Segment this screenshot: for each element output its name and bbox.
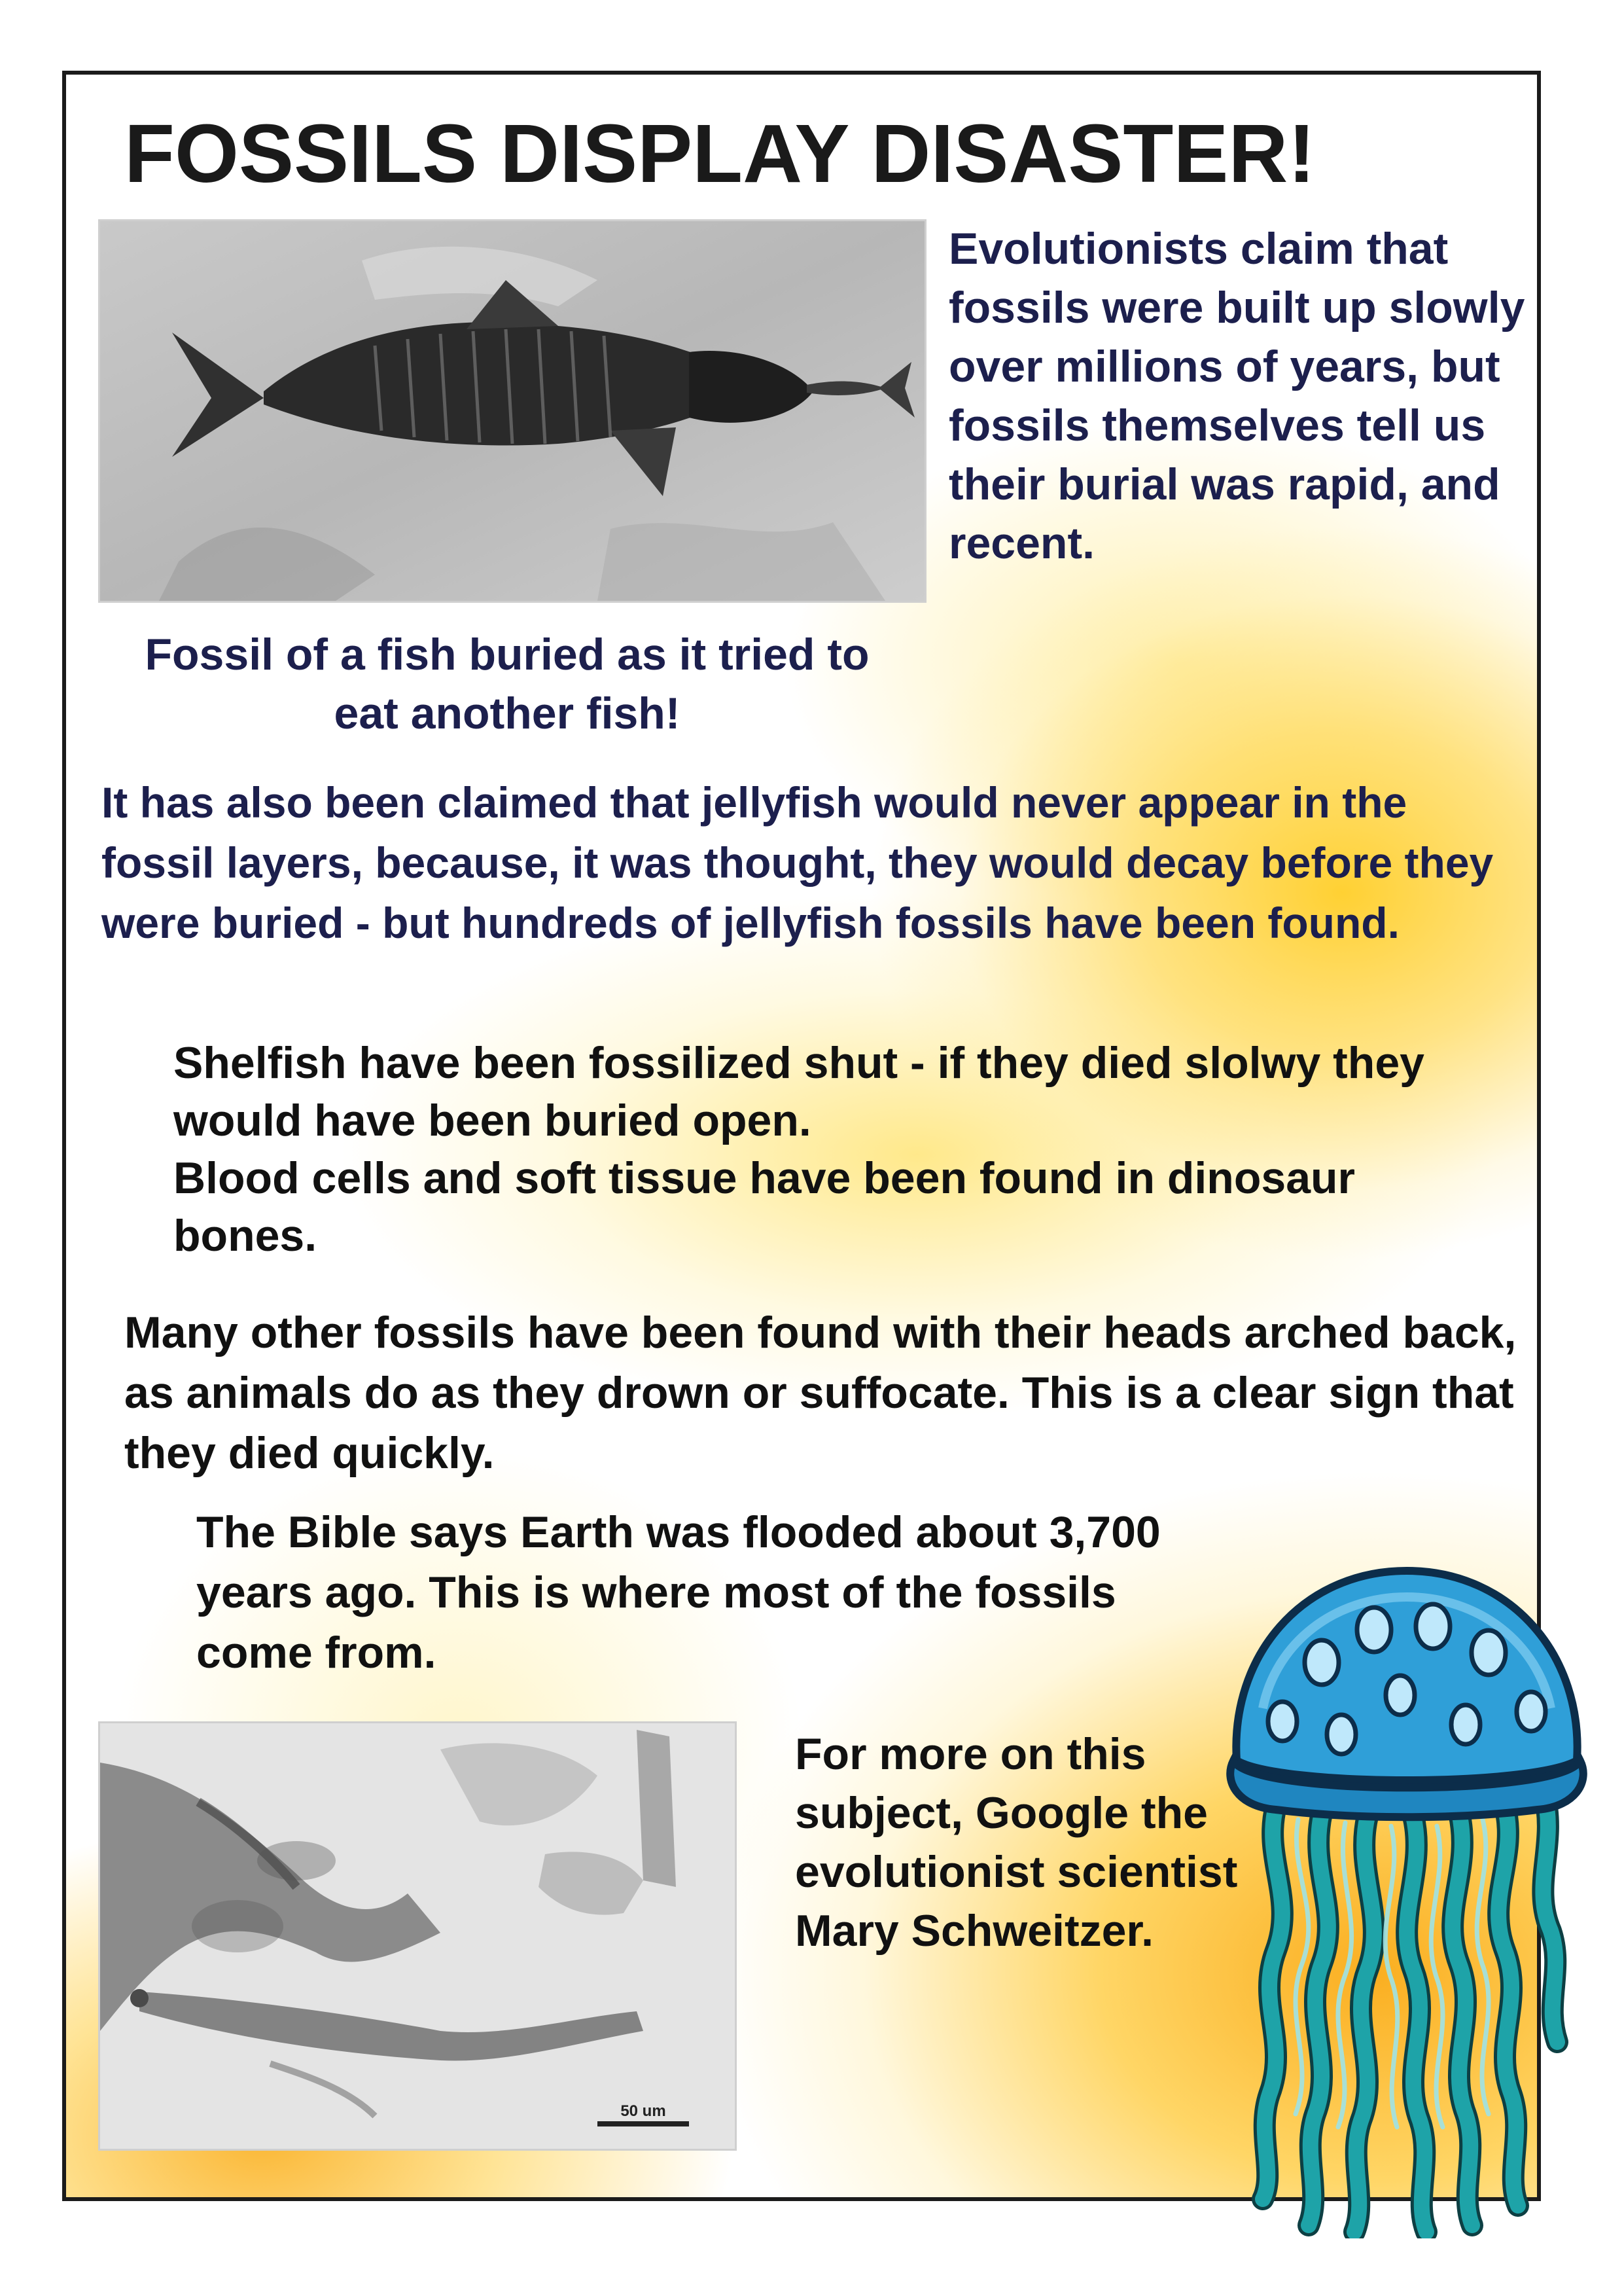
arched-paragraph: Many other fossils have been found with their heads arched back, as animals do as they drown or suffocate. This is a clear sign that they died quickly. [124, 1308, 1517, 1478]
bible-paragraph: The Bible says Earth was flooded about 3,700 years ago. This is where most of the fossils come from. [196, 1507, 1161, 1677]
soft-tissue-line: Blood cells and soft tissue have been found in dinosaur bones. [173, 1153, 1356, 1261]
jellyfish-paragraph: It has also been claimed that jellyfish would never appear in the fossil layers, because, it was thought, they would decay before they were buried - but hundreds of jellyfish fossils have been found. [101, 778, 1494, 947]
soft-tissue-photo [98, 1721, 737, 2151]
intro-text: Evolutionists claim that fossils were built up slowly over millions of years, but fossils themselves tell us their burial was rapid, and recent. [949, 224, 1525, 568]
more-info-paragraph: For more on this subject, Google the evolutionist scientist Mary Schweitzer. [795, 1729, 1238, 1956]
fish-caption: Fossil of a fish buried as it tried to eat another fish! [145, 630, 870, 738]
fish-fossil-photo [98, 219, 927, 603]
scale-bar-label: 50 um [620, 2102, 666, 2120]
shellfish-line: Shelfish have been fossilized shut - if they died slolwy they would have been buried open. [173, 1038, 1424, 1145]
page-title: FOSSILS DISPLAY DISASTER! [124, 107, 1316, 200]
jellyfish-illustration [1224, 1545, 1590, 2238]
shellfish-paragraph [173, 1034, 1482, 1265]
